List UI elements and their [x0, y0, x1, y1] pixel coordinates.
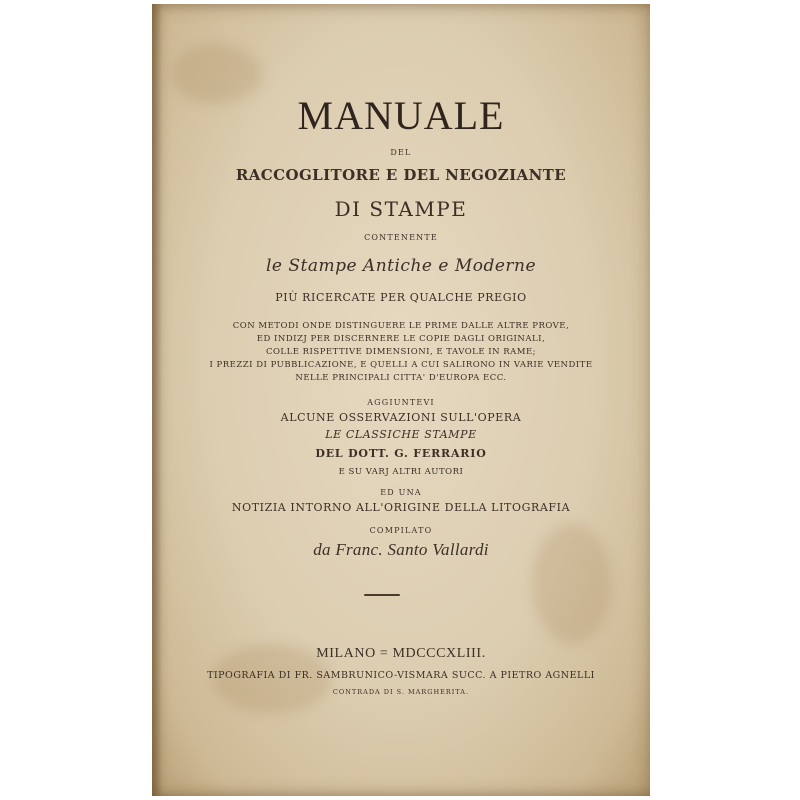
ferrario-line: DEL DOTT. G. FERRARIO — [315, 447, 487, 460]
contenente-label: CONTENENTE — [364, 233, 438, 242]
del-label: DEL — [390, 148, 412, 157]
subtitle-line-1: RACCOGLITORE E DEL NEGOZIANTE — [235, 166, 567, 184]
ed-una-label: ED UNA — [380, 488, 422, 497]
osservazioni-line: ALCUNE OSSERVAZIONI SULL'OPERA — [280, 411, 522, 424]
methods-line: CON METODI ONDE DISTINGUERE LE PRIME DALLE ALTRE PROVE, — [232, 321, 570, 331]
methods-line: ED INDIZJ PER DISCERNERE LE COPIE DAGLI ORIGINALI, — [256, 334, 546, 344]
methods-line: NELLE PRINCIPALI CITTA' D'EUROPA ECC. — [295, 373, 507, 383]
address-line: CONTRADA DI S. MARGHERITA. — [332, 688, 470, 696]
notizia-line: NOTIZIA INTORNO ALL'ORIGINE DELLA LITOGRAFIA — [231, 501, 571, 514]
imprint-city-year: MILANO = MDCCCXLIII. — [316, 646, 486, 661]
compilato-label: COMPILATO — [369, 526, 433, 535]
book-title: MANUALE — [297, 93, 505, 138]
ornamental-rule — [364, 594, 400, 596]
gothic-line: le Stampe Antiche e Moderne — [265, 256, 537, 276]
classiche-stampe-line: LE CLASSICHE STAMPE — [325, 428, 477, 441]
subtitle-line-2: DI STAMPE — [334, 197, 468, 221]
methods-line: COLLE RISPETTIVE DIMENSIONI, E TAVOLE IN RAME; — [265, 347, 537, 357]
printer-line: TIPOGRAFIA DI FR. SAMBRUNICO-VISMARA SUCC. A PIETRO AGNELLI — [207, 670, 595, 681]
aggiuntevi-label: AGGIUNTEVI — [367, 398, 435, 407]
author-line: da Franc. Santo Vallardi — [313, 540, 489, 559]
methods-line: I PREZZI DI PUBBLICAZIONE, E QUELLI A CUI SALIRONO IN VARIE VENDITE — [209, 360, 593, 370]
piu-ricercate-line: PIÙ RICERCATE PER QUALCHE PREGIO — [275, 291, 527, 304]
title-page — [152, 4, 650, 796]
altri-autori-line: E SU VARJ ALTRI AUTORI — [338, 467, 464, 477]
